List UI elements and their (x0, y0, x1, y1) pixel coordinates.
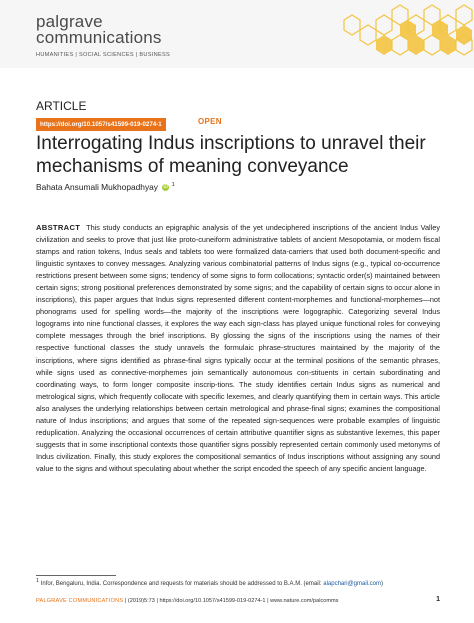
footnote-text: Infor, Bengaluru, India. Correspondence and requests for materials should be addressed to B.A.M. (email: (40, 581, 322, 587)
correspondence-email-link[interactable]: alapchari@gmail.com (323, 581, 382, 587)
author-affiliation-sup: 1 (171, 182, 175, 189)
orcid-icon[interactable]: iD (163, 184, 169, 191)
article-type-label: ARTICLE (36, 99, 87, 113)
footer-citation: | (2019)5:73 | https://doi.org/10.1057/s41599-019-0274-1 | www.nature.com/palcomms (124, 598, 339, 604)
author-line (36, 182, 175, 192)
footer-journal-name: PALGRAVE COMMUNICATIONS (36, 598, 124, 604)
brand-subtitle: HUMANITIES | SOCIAL SCIENCES | BUSINESS (36, 52, 171, 58)
abstract-text: This study conducts an epigraphic analysis of the yet undeciphered inscriptions of the ancient Indus Valley civilization and seeks to prove that just like proto-cuneiform administrative tablets of ancient Mesopotamia, or modern fiscal stamps and ration tokens, Indus seals and tablets too were formalized data-carriers that used both document-specific and linguistic syntaxes to convey messages. Analyzing various combinatorial patterns of Indus signs (e.g., typical co-occurrence restrictions present between some signs; tendency of some signs to form collocations; syntactic order(s) maintained between certain signs; strong positional preferences demonstrated by some signs; and the capability of certain signs to occur alone in inscriptions), this paper argues that Indus signs represented different content-morphemes and functional-morphemes—not phonograms used for spelling words—the majority of the inscriptions were logographic. Categorizing several Indus logograms into nine functional classes, it explores the way each sign-class has played unique functional roles for conveying complete messages through the brief inscriptions. By glossing the signs of the inscriptions using the names of their respective functional classes the study unravels the formulaic phrase-structures maintained by the majority of the inscriptions, where signs identified as phrase-final signs typically occur at the terminal positions of the semantic phrases, while signs used as connective-morphemes join semantically autonomous con-stituents in certain subordinating and coordinating ways, to form longer composite inscrip-tions. The study identifies certain Indus signs as numerical and metrological signs, which frequently collocate with specific lexemes, and clearly quantifying them in certain ways. This article also analyses the underlying relationships between certain metrological and phrase-final signs; examines the compositional nature of Indus inscriptions; and argues that some of the repeated sign-sequences were probable examples of linguistic reduplication. Analyzing the occasional occurrences of certain attributive quantifier signs as substantive lexemes, this paper suggests that in some inscriptional contexts those quantifier signs possibly represented certain commonly used metonyms of Indus civilization. Finally, this study explores the compositional semantics of Indus inscriptions without assigning any sound value to the signs and without speculating about whether the script encoded the speech of any specific ancient language. (36, 223, 440, 473)
brand-line-1: palgrave (36, 12, 103, 31)
page-footer (36, 598, 338, 604)
open-access-label: OPEN (198, 117, 222, 126)
footnote-close: ) (381, 581, 384, 587)
journal-header (0, 0, 474, 68)
footnote-divider (36, 575, 116, 576)
abstract-section (36, 222, 440, 475)
author-name[interactable]: Bahata Ansumali Mukhopadhyay (36, 182, 158, 192)
brand-line-2: communications (36, 28, 162, 47)
footnote-sup: 1 (36, 578, 40, 584)
abstract-label: ABSTRACT (36, 223, 81, 232)
footnote (36, 578, 383, 587)
page-number: 1 (436, 596, 440, 603)
hexagon-pattern-decoration (334, 0, 474, 68)
article-title: Interrogating Indus inscriptions to unravel their mechanisms of meaning conveyance (36, 133, 426, 177)
abstract-paragraph (36, 222, 440, 475)
doi-link[interactable]: https://doi.org/10.1057/s41599-019-0274-1 (36, 118, 166, 131)
